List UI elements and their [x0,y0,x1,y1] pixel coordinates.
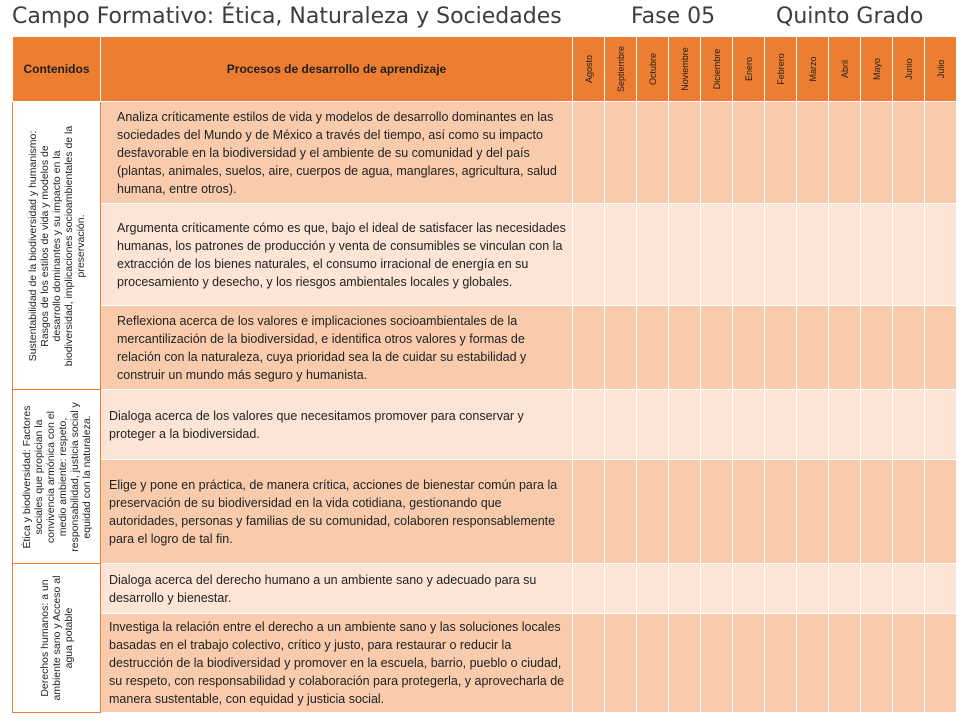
month-cell[interactable] [605,306,637,390]
month-cell[interactable] [605,614,637,713]
month-cell[interactable] [637,204,669,306]
month-cell[interactable] [733,306,765,390]
month-label: Abril [839,59,850,79]
month-label: Marzo [807,56,818,82]
month-cell[interactable] [701,390,733,460]
month-cell[interactable] [765,204,797,306]
month-cell[interactable] [925,460,957,564]
table-row [13,102,957,204]
month-label: Octubre [647,52,658,86]
month-header [605,37,637,102]
month-cell[interactable] [669,102,701,204]
phase-label: Fase 05 [631,4,716,29]
month-header [829,37,861,102]
month-header [797,37,829,102]
month-cell[interactable] [701,204,733,306]
document-title: Campo Formativo: Ética, Naturaleza y Sociedades [12,4,562,29]
month-cell[interactable] [573,614,605,713]
month-cell[interactable] [861,564,893,614]
month-cell[interactable] [669,306,701,390]
month-cell[interactable] [797,390,829,460]
month-cell[interactable] [605,390,637,460]
month-cell[interactable] [925,390,957,460]
table-row [13,306,957,390]
month-cell[interactable] [765,306,797,390]
month-cell[interactable] [701,306,733,390]
month-cell[interactable] [733,460,765,564]
month-label: Mayo [871,57,882,81]
month-cell[interactable] [637,102,669,204]
month-cell[interactable] [669,614,701,713]
month-cell[interactable] [765,564,797,614]
month-cell[interactable] [605,204,637,306]
month-cell[interactable] [797,204,829,306]
month-cell[interactable] [797,614,829,713]
process-cell: Investiga la relación entre el derecho a un ambiente sano y las soluciones locales basadas en el trabajo colectivo, crítico y justo, para restaurar o reducir la destrucción de la biodiversidad y promover en la escuela, barrio, pueblo o ciudad, su respeto, con responsabilidad y colaboración para protegerla, y aprovecharla de manera sustentable, con equidad y justicia social. [101,614,573,713]
month-cell[interactable] [829,614,861,713]
month-cell[interactable] [765,390,797,460]
process-cell: Elige y pone en práctica, de manera crítica, acciones de bienestar común para la preservación de su biodiversidad en la vida cotidiana, gestionando que autoridades, personas y familias de su comunidad, colaboren responsablemente para el logro de tal fin. [101,460,573,564]
month-cell[interactable] [573,390,605,460]
month-cell[interactable] [733,102,765,204]
month-label: Septiembre [615,45,626,93]
month-cell[interactable] [861,460,893,564]
month-cell[interactable] [669,390,701,460]
process-cell: Argumenta críticamente cómo es que, bajo el ideal de satisfacer las necesidades humanas, los patrones de producción y venta de consumibles se vinculan con la extracción de los bienes naturales, el consumo irracional de energía en su procesamiento y desecho, y los riesgos ambientales locales y globales. [101,204,573,306]
month-header [573,37,605,102]
month-header [861,37,893,102]
month-cell[interactable] [925,564,957,614]
content-text: Ética y biodiversidad: Factores sociales que propician la convivencia armónica con el medio ambiente: respeto, responsabilidad, justicia social y equidad con la naturaleza. [20,401,93,552]
month-cell[interactable] [733,390,765,460]
month-cell[interactable] [893,204,925,306]
month-cell[interactable] [637,564,669,614]
month-header [765,37,797,102]
month-label: Noviembre [679,47,690,91]
month-cell[interactable] [829,204,861,306]
month-cell[interactable] [605,460,637,564]
month-header [669,37,701,102]
process-cell: Reflexiona acerca de los valores e implicaciones socioambientales de la mercantilización de la biodiversidad, e identifica otros valores y formas de relación con la naturaleza, cuya prioridad sea la de cuidar su estabilidad y construir un mundo más seguro y humanista. [101,306,573,390]
table-row [13,460,957,564]
month-cell[interactable] [829,460,861,564]
content-cell [13,564,101,713]
contents-header: Contenidos [13,37,101,102]
month-cell[interactable] [925,102,957,204]
month-cell[interactable] [925,614,957,713]
month-cell[interactable] [765,460,797,564]
month-label: Junio [903,58,914,80]
month-header [893,37,925,102]
month-cell[interactable] [797,102,829,204]
table-header-row [13,37,957,102]
month-cell[interactable] [637,390,669,460]
content-cell [13,102,101,390]
month-header [925,37,957,102]
month-cell[interactable] [925,306,957,390]
month-cell[interactable] [893,102,925,204]
month-cell[interactable] [893,306,925,390]
month-cell[interactable] [701,614,733,713]
month-header [733,37,765,102]
month-label: Agosto [583,54,594,84]
month-cell[interactable] [829,564,861,614]
month-cell[interactable] [765,102,797,204]
month-cell[interactable] [733,564,765,614]
month-cell[interactable] [733,204,765,306]
month-cell[interactable] [861,614,893,713]
month-cell[interactable] [893,614,925,713]
month-cell[interactable] [829,102,861,204]
month-label: Enero [743,56,754,82]
month-label: Febrero [775,53,786,85]
month-cell[interactable] [861,306,893,390]
month-cell[interactable] [797,306,829,390]
month-cell[interactable] [925,204,957,306]
month-cell[interactable] [797,564,829,614]
content-cell [13,390,101,564]
month-label: Diciembre [711,48,722,90]
month-cell[interactable] [637,614,669,713]
month-cell[interactable] [861,102,893,204]
planning-table [12,36,957,713]
process-cell: Analiza críticamente estilos de vida y modelos de desarrollo dominantes en las sociedades del Mundo y de México a través del tiempo, así como su impacto desfavorable en la biodiversidad y el ambiente de su comunidad y del país (plantas, animales, suelos, aire, cuerpos de agua, manglares, agricultura, salud humana, entre otros). [101,102,573,204]
month-cell[interactable] [573,102,605,204]
month-cell[interactable] [605,564,637,614]
grade-label: Quinto Grado [776,4,924,29]
month-cell[interactable] [637,460,669,564]
month-cell[interactable] [701,102,733,204]
month-cell[interactable] [861,390,893,460]
process-cell: Dialoga acerca del derecho humano a un ambiente sano y adecuado para su desarrollo y bienestar. [101,564,573,614]
processes-header: Procesos de desarrollo de aprendizaje [101,37,573,102]
month-cell[interactable] [669,204,701,306]
month-cell[interactable] [893,564,925,614]
month-cell[interactable] [669,564,701,614]
content-text: Derechos humanos: a un ambiente sano y Acceso al agua potable [38,575,75,701]
month-cell[interactable] [893,460,925,564]
month-cell[interactable] [573,306,605,390]
month-cell[interactable] [829,306,861,390]
month-cell[interactable] [861,204,893,306]
month-cell[interactable] [765,614,797,713]
month-label: Julio [935,59,946,79]
month-header [637,37,669,102]
table-row [13,564,957,614]
month-cell[interactable] [829,390,861,460]
month-cell[interactable] [893,390,925,460]
month-cell[interactable] [605,102,637,204]
month-cell[interactable] [797,460,829,564]
month-cell[interactable] [701,564,733,614]
month-cell[interactable] [669,460,701,564]
table-row [13,390,957,460]
table-row [13,614,957,713]
table-row [13,204,957,306]
process-cell: Dialoga acerca de los valores que necesitamos promover para conservar y proteger a la biodiversidad. [101,390,573,460]
month-cell[interactable] [573,460,605,564]
month-cell[interactable] [701,460,733,564]
document-header [0,0,960,36]
month-cell[interactable] [573,564,605,614]
month-cell[interactable] [637,306,669,390]
month-cell[interactable] [733,614,765,713]
month-header [701,37,733,102]
content-text: Sustentabilidad de la biodiversidad y humanismo: Rasgos de los estilos de vida y modelos de desarrollo dominantes y su impacto en la biodiversidad, implicaciones socioambientales de la preservación. [26,125,87,366]
month-cell[interactable] [573,204,605,306]
